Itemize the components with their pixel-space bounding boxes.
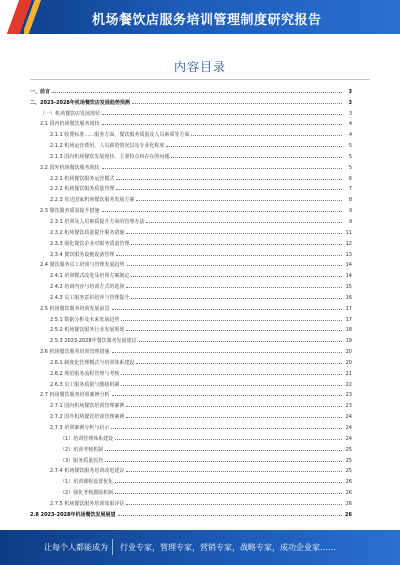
toc-entry[interactable] <box>30 431 352 442</box>
toc-entry-page: 16 <box>345 294 352 301</box>
toc-entry-page: 17 <box>345 305 352 312</box>
toc-leader-dots <box>121 385 342 386</box>
footer-divider <box>112 539 113 555</box>
toc-entry[interactable] <box>30 182 352 193</box>
toc-entry-page: 5 <box>348 143 352 150</box>
toc-leader-dots <box>126 504 342 505</box>
toc-entry-label: 2.3 餐饮服务质量提升措施 <box>40 208 100 215</box>
toc-leader-dots <box>112 352 342 353</box>
toc-divider <box>30 79 370 80</box>
toc-entry[interactable] <box>30 160 352 171</box>
report-header-banner <box>0 0 400 34</box>
toc-entry[interactable] <box>30 268 352 279</box>
toc-entry-label: 2.4.2 培训内容与培训方式的选择 <box>50 284 125 291</box>
toc-leader-dots <box>112 395 342 396</box>
toc-leader-dots <box>112 309 342 310</box>
toc-entry-label: 2.3.1 培训及人员素质提升方面的管理办法 <box>50 218 145 225</box>
toc-entry-label: 2.1.3 国内机场餐饮发展现状、主要特点和存在的问题 <box>50 153 170 160</box>
toc-leader-dots <box>102 124 342 125</box>
toc-leader-dots <box>126 417 342 418</box>
toc-entry[interactable] <box>30 117 352 128</box>
toc-entry-label: 二、2023-2028年机场餐饮店发展趋势预测 <box>30 99 130 106</box>
toc-entry[interactable] <box>30 398 352 409</box>
toc-entry[interactable] <box>30 225 352 236</box>
toc-entry[interactable] <box>30 106 352 117</box>
toc-entry-label: 2.7.4 机场餐饮服务培训改进建议 <box>50 468 125 475</box>
toc-entry-page: 9 <box>348 208 352 215</box>
toc-entry[interactable] <box>30 214 352 225</box>
toc-entry-label: 2.8 2023-2028年机场餐饮发展展望 <box>30 511 116 518</box>
toc-entry[interactable] <box>30 203 352 214</box>
toc-leader-dots <box>171 157 342 158</box>
toc-entry-label: 2.4 餐饮服务员工培训与管理发展趋势 <box>40 262 125 269</box>
toc-entry[interactable] <box>30 453 352 464</box>
toc-entry[interactable] <box>30 344 352 355</box>
toc-leader-dots <box>111 428 342 429</box>
toc-entry-page: 9 <box>348 218 352 225</box>
toc-entry-label: 2.4.1 培训模式改进及培训方案制定 <box>50 273 130 280</box>
toc-entry-label: 2.2.1 机场餐饮服务运营模式 <box>50 175 115 182</box>
toc-entry-page: 12 <box>345 240 352 247</box>
toc-entry-page: 11 <box>345 229 352 236</box>
toc-leader-dots <box>131 244 342 245</box>
toc-entry-label: 2.6.1 制度化管理模式与培训体系建设 <box>50 359 135 366</box>
toc-entry[interactable] <box>30 192 352 203</box>
toc-entry[interactable] <box>30 247 352 258</box>
toc-leader-dots <box>136 363 342 364</box>
toc-entry[interactable] <box>30 377 352 388</box>
toc-entry-page: 25 <box>345 468 352 475</box>
toc-entry-page: 5 <box>348 153 352 160</box>
toc-entry-page: 6 <box>348 175 352 182</box>
toc-entry[interactable] <box>30 474 352 485</box>
toc-entry-label: 2.7 机场餐饮服务培训案例分析 <box>40 392 110 399</box>
toc-entry[interactable] <box>30 409 352 420</box>
toc-leader-dots <box>132 103 342 104</box>
toc-entry-page: 25 <box>345 446 352 453</box>
toc-entry-page: 20 <box>345 349 352 356</box>
toc-entry-page: 26 <box>345 500 352 507</box>
toc-entry[interactable] <box>30 485 352 496</box>
toc-entry-page: 15 <box>345 284 352 291</box>
toc-entry[interactable] <box>30 464 352 475</box>
toc-entry-page: 3 <box>348 88 352 95</box>
toc-entry[interactable] <box>30 323 352 334</box>
toc-leader-dots <box>102 114 342 115</box>
toc-leader-dots <box>126 330 342 331</box>
toc-entry[interactable] <box>30 388 352 399</box>
toc-entry[interactable] <box>30 301 352 312</box>
toc-entry-label: 2.3.2 机场餐饮质量提升服务措施 <box>50 229 125 236</box>
toc-entry-page: 3 <box>348 99 352 106</box>
toc-leader-dots <box>126 287 342 288</box>
toc-entry-page: 19 <box>345 338 352 345</box>
toc-entry[interactable] <box>30 95 352 106</box>
toc-leader-dots <box>115 439 342 440</box>
toc-entry-label: 2.2 国外机场餐饮服务现状 <box>40 164 100 171</box>
toc-entry-label: （一）机场餐饮店发展现状 <box>40 110 101 117</box>
toc-entry-label: （1）培训管理体系建设 <box>60 435 114 442</box>
toc-leader-dots <box>139 341 342 342</box>
toc-leader-dots <box>115 482 342 483</box>
toc-entry-page: 26 <box>345 479 352 486</box>
toc-entry-label: 2.2.2 机场餐饮服务质量管理 <box>50 186 115 193</box>
toc-entry-page: 23 <box>345 392 352 399</box>
toc-entry-label: 2.3.3 强化餐饮企业对服务质量管理 <box>50 240 130 247</box>
footer-slogan: 让每个人都能成为 <box>44 543 108 552</box>
toc-entry[interactable] <box>30 355 352 366</box>
toc-entry[interactable] <box>30 171 352 182</box>
toc-entry[interactable] <box>30 420 352 431</box>
toc-leader-dots <box>191 135 342 136</box>
toc-entry[interactable] <box>30 279 352 290</box>
toc-entry-label: 2.4.3 员工服务意识培养与管理提升 <box>50 294 130 301</box>
toc-entry-page: 4 <box>348 121 352 128</box>
toc-leader-dots <box>126 471 342 472</box>
toc-entry-page: 20 <box>345 359 352 366</box>
footer-tagline: 行业专家，管理专家，营销专家，战略专家，成功企业家…… <box>120 543 336 552</box>
toc-entry-label: 2.1.1 收费标准……服务方面，餐饮服务质量及人员素质等方面 <box>50 132 190 139</box>
toc-entry-label: 2.2.3 发达国家机场餐饮服务发展方案 <box>50 197 135 204</box>
toc-entry[interactable] <box>30 333 352 344</box>
toc-entry-label: 2.5 机场餐饮服务培训发展前景 <box>40 305 110 312</box>
toc-entry-label: （1）培训课程设置优化 <box>60 479 114 486</box>
toc-leader-dots <box>126 233 342 234</box>
toc-entry-page: 3 <box>348 110 352 117</box>
toc-entry-label: 2.1 国内机场餐饮服务现状 <box>40 121 100 128</box>
toc-leader-dots <box>102 211 342 212</box>
toc-entry-label: 2.1.2 机场运营费用、人员薪资情况以及专业化程度 <box>50 143 165 150</box>
toc-entry-page: 21 <box>345 370 352 377</box>
toc-leader-dots <box>121 320 342 321</box>
toc-entry-label: 2.5.1 数据分析及未来发展趋势 <box>50 316 120 323</box>
toc-entry[interactable] <box>30 236 352 247</box>
toc-leader-dots <box>102 168 342 169</box>
toc-leader-dots <box>131 276 342 277</box>
toc-entry-page: 24 <box>345 435 352 442</box>
toc-entry-page: 26 <box>345 490 352 497</box>
toc-leader-dots <box>116 255 342 256</box>
toc-leader-dots <box>127 265 342 266</box>
toc-leader-dots <box>131 298 342 299</box>
toc-entry-label: 2.7.2 国外机场餐饮培训管理案例 <box>50 414 125 421</box>
toc-entry[interactable] <box>30 127 352 138</box>
table-of-contents <box>30 84 352 518</box>
toc-leader-dots <box>105 450 342 451</box>
toc-entry-label: 2.7.3 培训案例分析与启示 <box>50 425 110 431</box>
toc-entry[interactable] <box>30 312 352 323</box>
toc-entry-label: 2.5.3 2023-2028年餐饮服务发展建议 <box>50 338 137 345</box>
toc-entry-page: 24 <box>345 425 352 431</box>
toc-leader-dots <box>52 92 342 93</box>
toc-entry-page: 17 <box>345 316 352 323</box>
toc-leader-dots <box>166 146 342 147</box>
toc-entry[interactable] <box>30 442 352 453</box>
toc-leader-dots <box>116 189 342 190</box>
footer-banner <box>0 530 400 565</box>
toc-leader-dots <box>146 222 342 223</box>
toc-leader-dots <box>126 406 342 407</box>
toc-entry[interactable] <box>30 507 352 518</box>
toc-leader-dots <box>116 179 342 180</box>
toc-title: 内容目录 <box>173 60 226 74</box>
toc-entry[interactable] <box>30 290 352 301</box>
toc-entry[interactable] <box>30 138 352 149</box>
toc-entry-label: 2.7.5 机场餐饮服务培训效果评估 <box>50 500 125 507</box>
toc-entry-page: 26 <box>345 511 352 518</box>
toc-entry-label: 2.3.4 餐饮服务设施设备管理 <box>50 251 115 258</box>
toc-entry[interactable] <box>30 149 352 160</box>
toc-leader-dots <box>115 493 342 494</box>
toc-entry-page: 4 <box>348 132 352 139</box>
toc-entry-label: 2.5.2 机场餐饮服务行业发展规划 <box>50 327 125 334</box>
toc-entry-page: 18 <box>345 327 352 334</box>
toc-entry-label: （2）培训考核机制 <box>60 446 104 453</box>
toc-entry-label: 一、前言 <box>30 88 51 95</box>
toc-leader-dots <box>105 461 342 462</box>
toc-entry-page: 13 <box>345 251 352 258</box>
toc-entry-page: 23 <box>345 403 352 410</box>
toc-entry-label: （2）强化考核激励机制 <box>60 490 114 497</box>
toc-leader-dots <box>118 515 342 516</box>
toc-entry-label: 2.7.1 国内机场餐饮培训管理案例 <box>50 403 125 410</box>
toc-entry-page: 7 <box>348 186 352 193</box>
toc-entry-page: 22 <box>345 381 352 388</box>
toc-entry-label: 2.6.2 规范服务流程管理与考核 <box>50 370 120 377</box>
toc-entry-page: 25 <box>345 457 352 464</box>
toc-entry-page: 24 <box>345 414 352 421</box>
toc-entry[interactable] <box>30 258 352 269</box>
toc-entry-page: 14 <box>345 273 352 280</box>
toc-entry-label: 2.6.3 员工服务质量与激励机制 <box>50 381 120 388</box>
toc-entry-label: 2.6 机场餐饮服务培训管理措施 <box>40 349 110 356</box>
toc-leader-dots <box>136 200 342 201</box>
header-decor-accent <box>24 0 64 34</box>
toc-entry-page: 14 <box>345 262 352 269</box>
toc-entry[interactable] <box>30 84 352 95</box>
toc-entry[interactable] <box>30 366 352 377</box>
toc-entry-page: 5 <box>348 164 352 171</box>
toc-entry-page: 8 <box>348 197 352 204</box>
toc-leader-dots <box>121 374 342 375</box>
toc-entry-label: （3）服务质量监控 <box>60 457 104 464</box>
report-title: 机场餐饮店服务培训管理制度研究报告 <box>92 13 322 28</box>
toc-entry[interactable] <box>30 496 352 507</box>
